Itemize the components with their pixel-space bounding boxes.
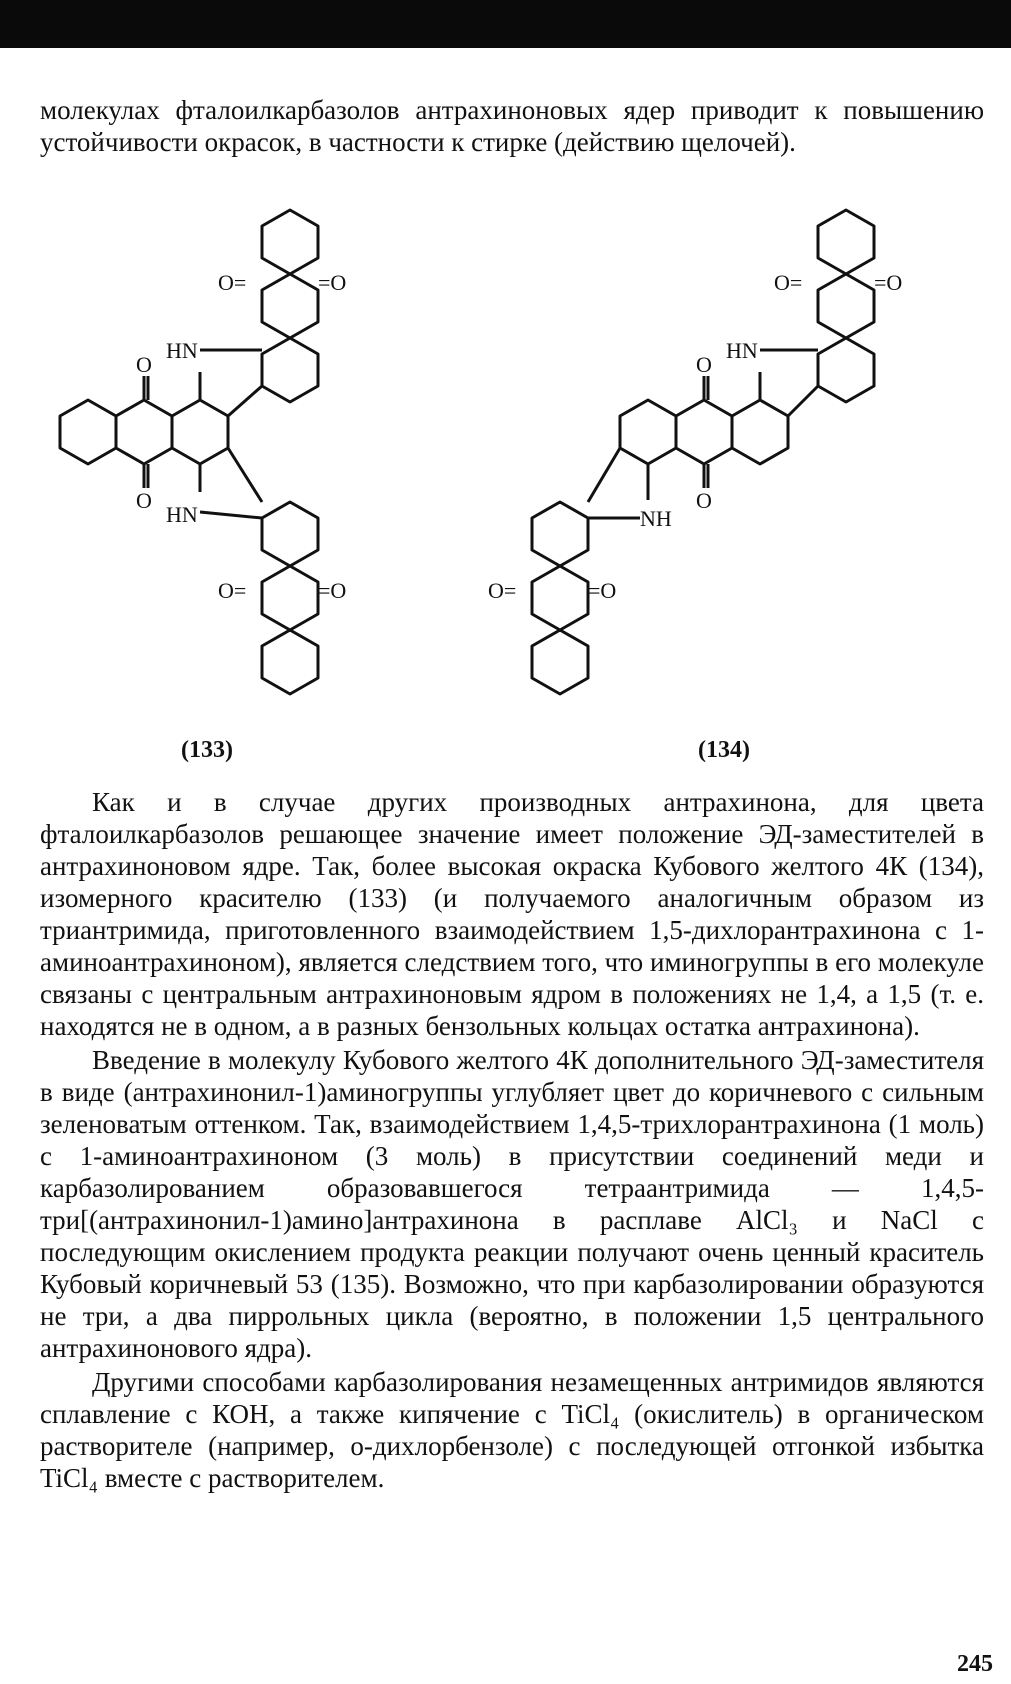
label-134-nh: NH (640, 506, 672, 531)
ring-133-central-left (60, 400, 116, 464)
ring-134-central-quinone (676, 400, 732, 464)
label-134-o-top: O (696, 352, 712, 377)
label-133-o-left-2: O= (218, 578, 247, 603)
ring-134-top-benzo (818, 210, 874, 274)
intro-text: молекулах фталоилкарбазолов антрахиноновых ядер приводит к повышению устойчивости окрасок, в частности к стирке (действию щелочей). (40, 95, 984, 157)
label-133-o-right-2: =O (318, 578, 347, 603)
label-134-hn-top: HN (726, 338, 758, 363)
ring-133-bottom-quinone (262, 566, 318, 630)
label-134-o-bottom: O (696, 488, 712, 513)
label-134-o-left-2: O= (488, 578, 517, 603)
page-number: 245 (957, 1651, 993, 1677)
label-134-o-right: =O (874, 270, 903, 295)
chemical-structures (0, 200, 1011, 780)
scan-top-edge (0, 0, 1011, 48)
ring-133-central-right (172, 400, 228, 464)
label-134-o-left: O= (774, 270, 803, 295)
label-134-o-right-2: =O (588, 578, 617, 603)
label-133-o-bottom: O (136, 488, 152, 513)
ring-134-bottom-quinone (532, 566, 588, 630)
paragraph-2: Введение в молекулу Кубового желтого 4К дополнительного ЭД-заместителя в виде (антрахинонил-1)аминогруппы углубляет цвет до коричневого с сильным зеленоватым оттенком. Так, взаимодействием 1,4,5-трихлорантрахинона (1 моль) с 1-аминоантрахиноном (3 моль) в присутствии соединений меди и карбазолированием образовавшегося тетраантримида — 1,4,5-три[(антрахинонил-1)амино]антрахинона в расплаве AlCl₃ и NaCl с последующим окислением продукта реакции получают очень ценный краситель Кубовый коричневый 53 (135). Возможно, что при карбазолировании образуются не три, а два пиррольных цикла (вероятно, в положении 1,5 центрального антрахинонового ядра). (40, 1045, 984, 1363)
ring-133-central-quinone (116, 400, 172, 464)
ring-134-central-right (732, 400, 788, 464)
ring-133-top-benzo (262, 210, 318, 274)
label-133-o-right: =O (318, 270, 347, 295)
body-text (40, 786, 984, 1494)
paragraph-1: Как и в случае других производных антрахинона, для цвета фталоилкарбазолов решающее значение имеет положение ЭД-заместителей в антрахиноновом ядре. Так, более высокая окраска Кубового желтого 4К (134), изомерного красителю (133) (и получаемого аналогичным образом из триантримида, приготовленного взаимодействием 1,5-дихлорантрахинона с 1-аминоантрахиноном), является следствием того, что иминогруппы в его молекуле связаны с центральным антрахиноновым ядром в положениях не 1,4, а 1,5 (т. е. находятся не в одном, а в разных бензольных кольцах остатка антрахинона). (40, 787, 984, 1041)
caption-134: (134) (698, 737, 750, 763)
ring-133-top-ring (262, 338, 318, 402)
label-133-o-left: O= (218, 270, 247, 295)
ring-133-bottom-benzo (262, 630, 318, 694)
caption-133: (133) (181, 737, 233, 763)
ring-134-central-left (620, 400, 676, 464)
ring-133-bottom-ring (262, 502, 318, 566)
paragraph-3: Другими способами карбазолирования незамещенных антримидов являются сплавление с КОН, а также кипячение с TiCl₄ (окислитель) в органическом растворителе (например, о-дихлорбензоле) с последующей отгонкой избытка TiCl₄ вместе с растворителем. (40, 1367, 984, 1493)
ring-134-bottom-benzo (532, 630, 588, 694)
ring-134-top-ring (818, 338, 874, 402)
structure-drawing (0, 200, 1011, 740)
label-133-hn-top: HN (166, 338, 198, 363)
ring-133-top-quinone (262, 274, 318, 338)
intro-paragraph (40, 94, 984, 158)
label-133-hn-bottom: HN (166, 502, 198, 527)
ring-134-bottom-ring (532, 502, 588, 566)
label-133-o-top: O (136, 352, 152, 377)
ring-134-top-quinone (818, 274, 874, 338)
